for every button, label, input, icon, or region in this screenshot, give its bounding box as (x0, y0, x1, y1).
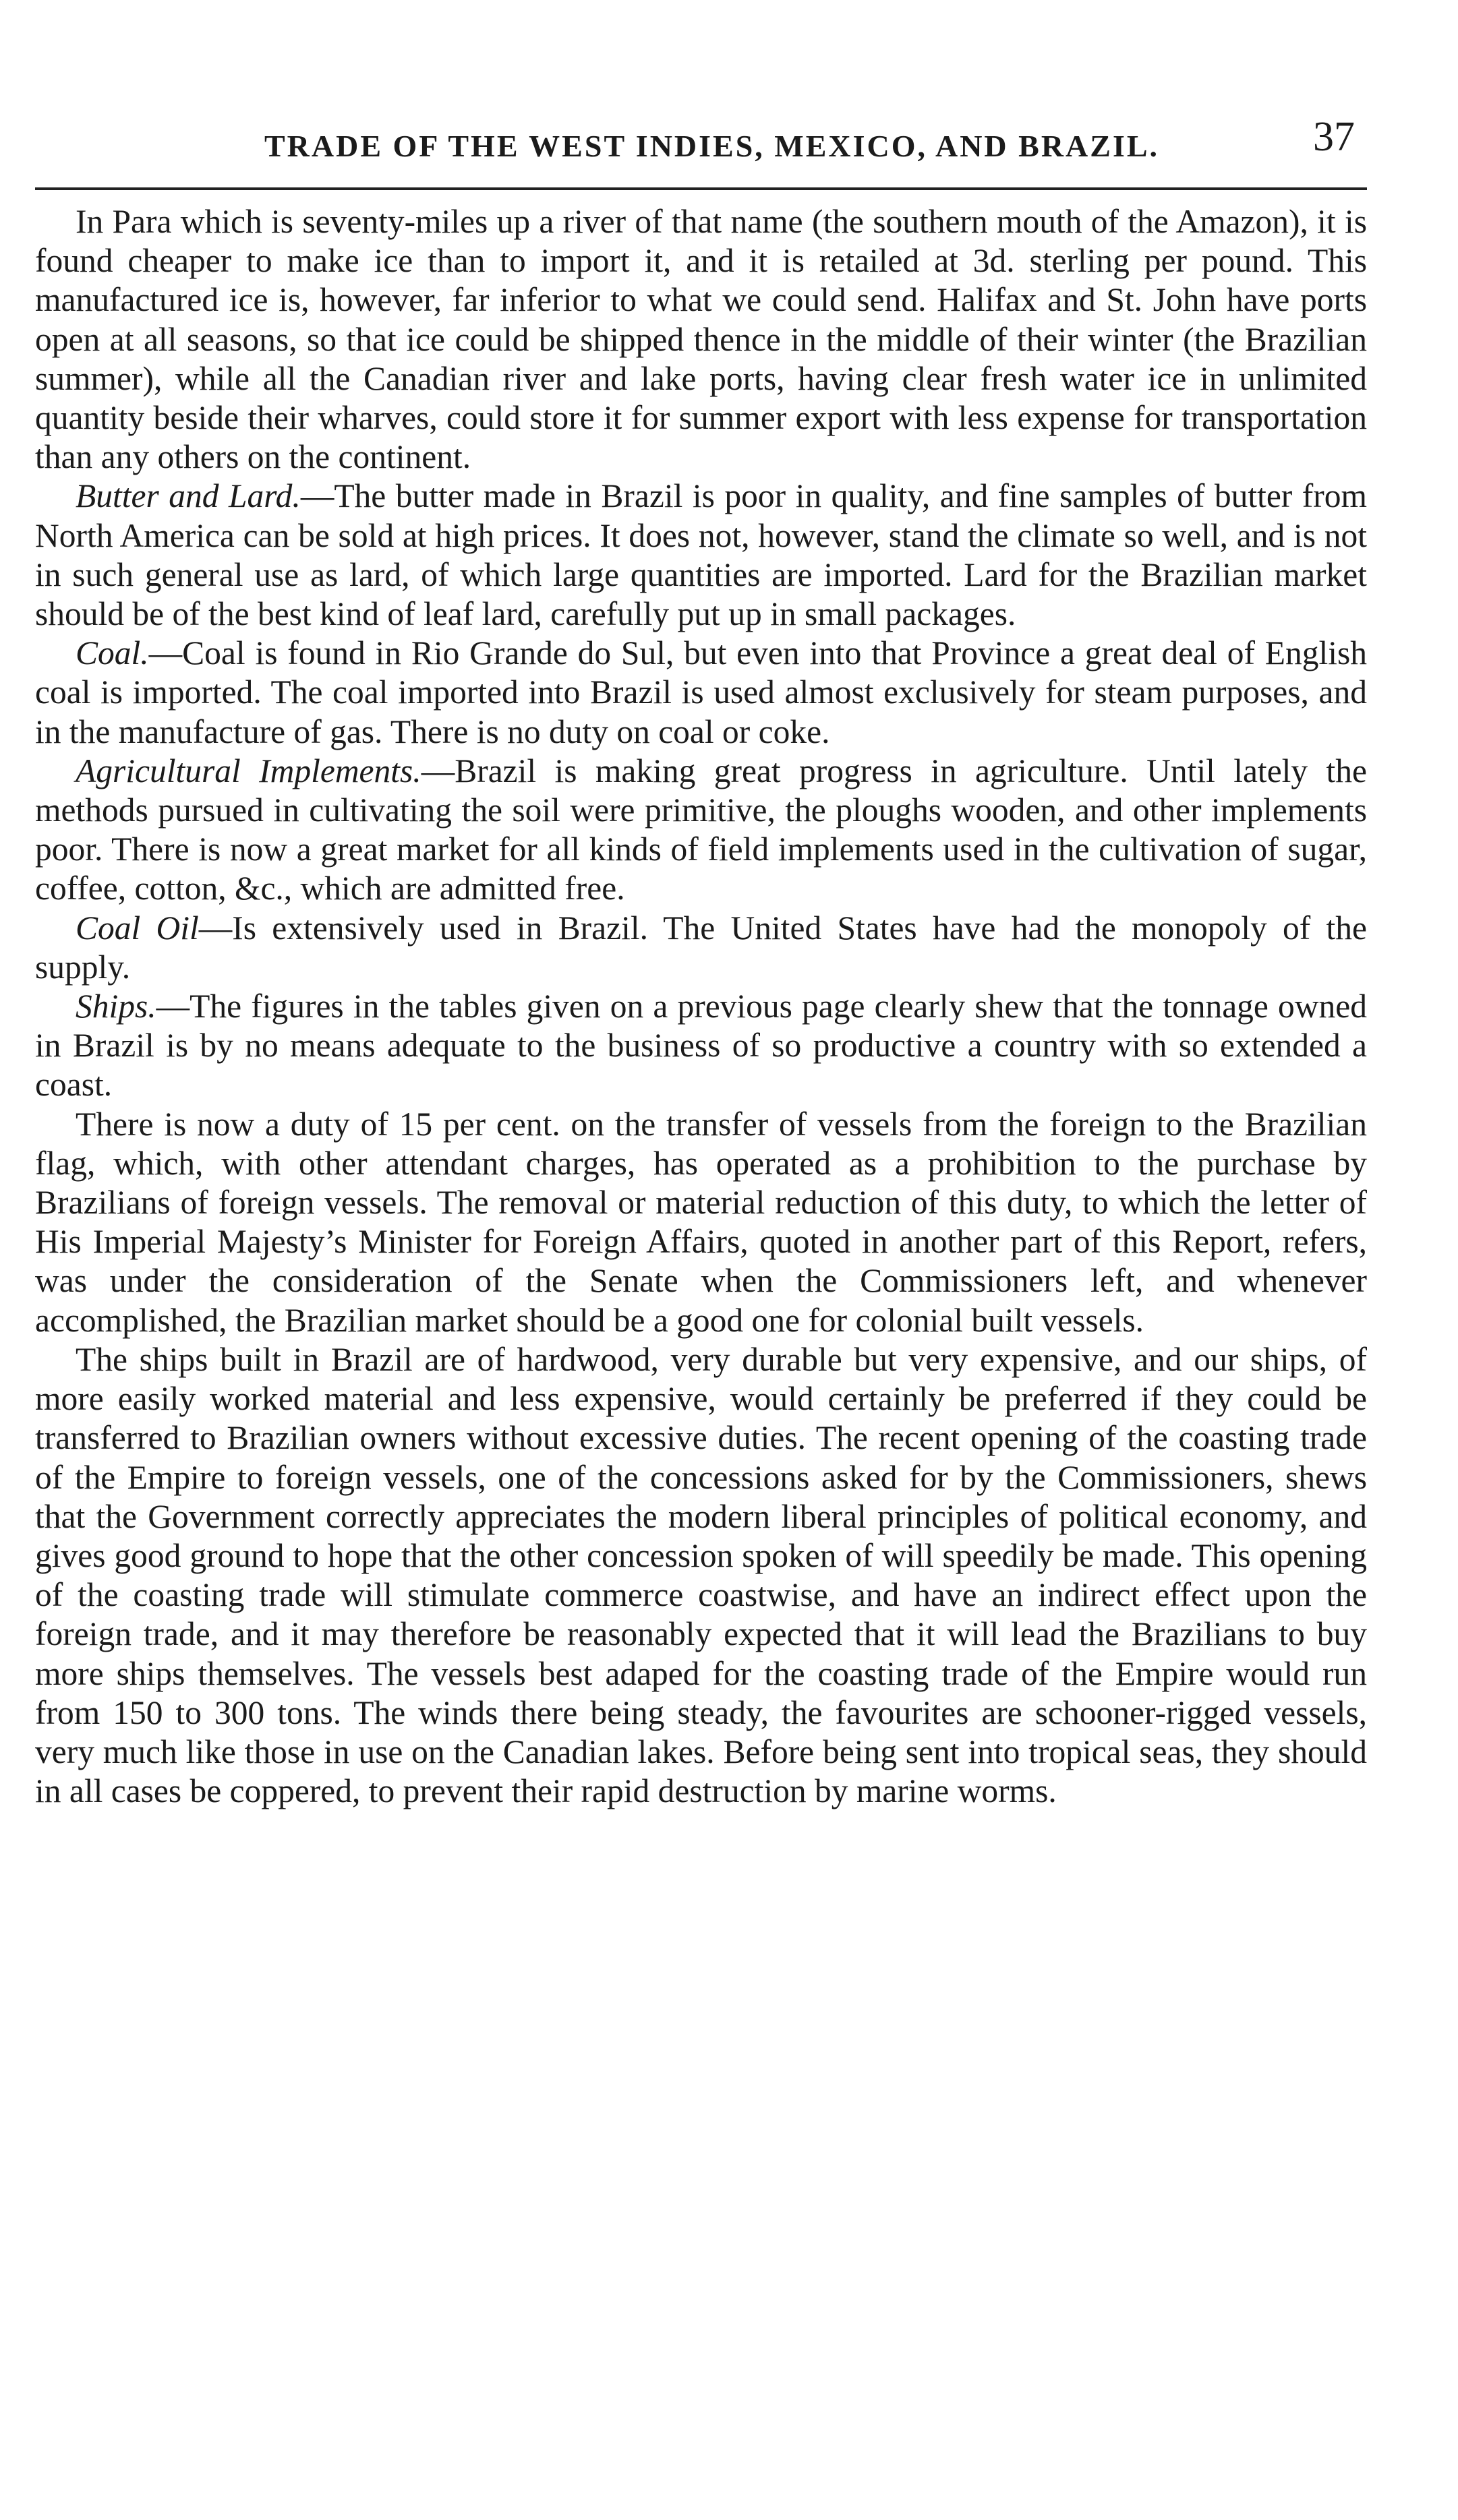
header-rule (35, 187, 1367, 190)
page-header (35, 108, 1367, 182)
paragraph-text: —The butter made in Brazil is poor in quality, and fine samples of butter from North America can be sold at high prices. It does not, however, stand the climate so well, and is not in such general use as lard, of which large quantities are imported. Lard for the Brazilian market should be of the best kind of leaf lard, carefully put up in small packages. (35, 477, 1368, 633)
paragraph-text: —The figures in the tables given on a previous page clearly shew that the tonnage owned in Brazil is by no means adequate to the business of so productive a country with so extended a coast. (35, 988, 1367, 1104)
paragraph-ships (35, 987, 1367, 1105)
paragraph-heading: Coal Oil (76, 909, 199, 947)
paragraph-text: —Coal is found in Rio Grande do Sul, but even into that Province a great deal of English coal is imported. The coal imported into Brazil is used almost exclusively for steam purposes, and in the manufacture of gas. There is no duty on coal or coke. (35, 634, 1367, 750)
paragraph-duty-on-transfer (35, 1105, 1367, 1340)
paragraph-text: —Brazil is making great progress in agriculture. Until lately the methods pursued in cultivating the soil were primitive, the ploughs wooden, and other implements poor. There is now a great market for all kinds of field implements used in the cultivation of sugar, coffee, cotton, &c., which are admitted free. (35, 752, 1368, 907)
paragraph-coal-oil (35, 909, 1367, 987)
paragraph-ships-built-in-brazil (35, 1340, 1367, 1811)
paragraph-text: —Is extensively used in Brazil. The United States have had the monopoly of the supply. (35, 909, 1367, 986)
paragraph-ice (35, 202, 1367, 477)
paragraph-coal (35, 634, 1367, 752)
paragraph-text: The ships built in Brazil are of hardwood, very durable but very expensive, and our ships, of more easily worked material and less expensive, would certainly be preferred if they could be transferred to Brazilian owners without excessive duties. The recent opening of the coasting trade of the Empire to foreign vessels, one of the concessions asked for by the Commissioners, shews that the Government correctly appreciates the modern liberal principles of political economy, and gives good ground to hope that the other concession spoken of will speedily be made. This opening of the coasting trade will stimulate commerce coastwise, and have an indirect effect upon the foreign trade, and it may therefore be reasonably expected that it will lead the Brazilians to buy more ships themselves. The vessels best adaped for the coasting trade of the Empire would run from 150 to 300 tons. The winds there being steady, the favourites are schooner-rigged vessels, very much like those in use on the Canadian lakes. Before being sent into tropical seas, they should in all cases be coppered, to prevent their rapid destruction by marine worms. (35, 1340, 1367, 1810)
body-text (35, 202, 1367, 1811)
paragraph-text: There is now a duty of 15 per cent. on the transfer of vessels from the foreign to the Brazilian flag, which, with other attendant charges, has operated as a prohibition to the purchase by Brazilians of foreign vessels. The removal or material reduction of this duty, to which the letter of His Imperial Majesty’s Minister for Foreign Affairs, quoted in another part of this Report, refers, was under the consideration of the Senate when the Commissioners left, and whenever accomplished, the Brazilian market should be a good one for colonial built vessels. (35, 1105, 1367, 1339)
paragraph-butter-and-lard (35, 477, 1367, 634)
paragraph-heading: Coal. (76, 634, 149, 672)
paragraph-heading: Ships. (76, 988, 156, 1025)
running-head: TRADE OF THE WEST INDIES, MEXICO, AND BRAZIL. (264, 129, 1160, 163)
paragraph-heading: Agricultural Implements. (76, 752, 421, 789)
page-number: 37 (1313, 114, 1355, 160)
paragraph-agricultural-implements (35, 752, 1367, 909)
paragraph-text: In Para which is seventy-miles up a river of that name (the southern mouth of the Amazon), it is found cheaper to make ice than to import it, and it is retailed at 3d. sterling per pound. This manufactured ice is, however, far inferior to what we could send. Halifax and St. John have ports open at all seasons, so that ice could be shipped thence in the middle of their winter (the Brazilian summer), while all the Canadian river and lake ports, having clear fresh water ice in unlimited quantity beside their wharves, could store it for summer export with less expense for transportation than any others on the continent. (35, 203, 1367, 476)
paragraph-heading: Butter and Lard. (76, 477, 301, 515)
